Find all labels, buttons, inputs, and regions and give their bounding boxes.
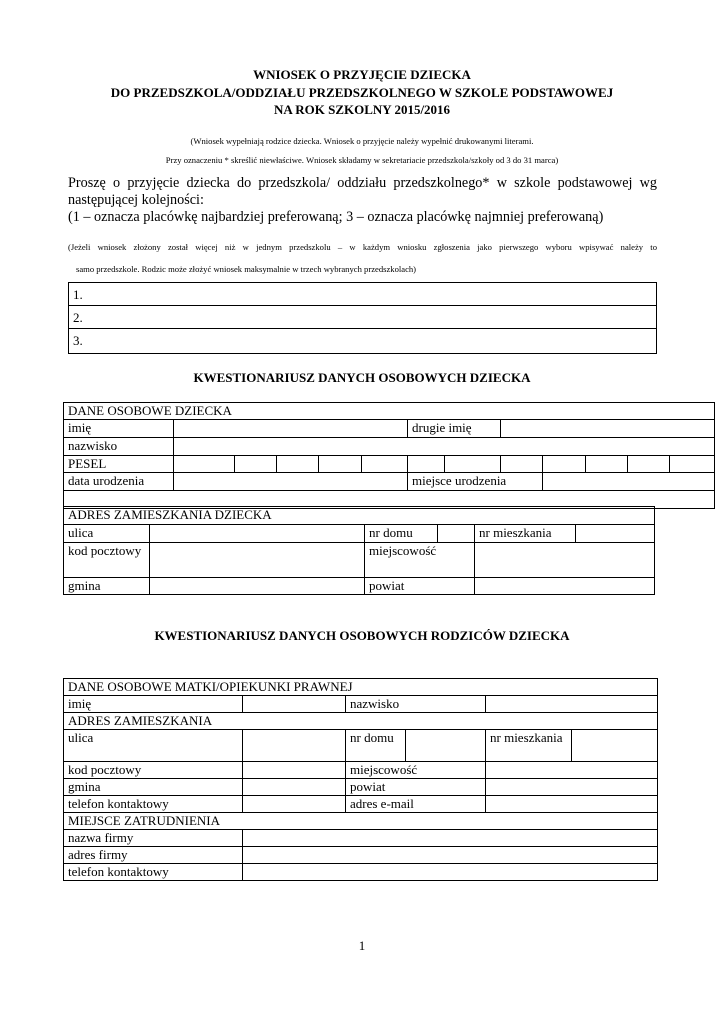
pesel-digit-cell[interactable] <box>277 456 319 473</box>
mother-phone-label: telefon kontaktowy <box>64 796 243 813</box>
child-birth-place-label: miejsce urodzenia <box>408 473 543 491</box>
preference-number: 2. <box>73 310 83 325</box>
mother-personal-data-header: DANE OSOBOWE MATKI/OPIEKUNKI PRAWNEJ <box>64 679 658 696</box>
preference-number: 1. <box>73 287 83 302</box>
mother-city-field[interactable] <box>486 762 658 779</box>
child-surname-label: nazwisko <box>64 438 174 456</box>
pesel-digit-cell[interactable] <box>445 456 501 473</box>
preference-list-box <box>68 282 657 354</box>
child-city-field[interactable] <box>475 543 655 578</box>
pesel-digit-cell[interactable] <box>543 456 586 473</box>
marking-instructions-note: Przy oznaczeniu * skreślić niewłaściwe. Wniosek składamy w sekretariacie przedszkola/szkoły od 3 do 31 marca) <box>165 155 559 165</box>
mother-first-name-label: imię <box>64 696 243 713</box>
child-county-field[interactable] <box>475 578 655 595</box>
mother-flat-no-field[interactable] <box>572 730 658 762</box>
mother-address-header: ADRES ZAMIESZKANIA <box>64 713 658 730</box>
mother-surname-field[interactable] <box>486 696 658 713</box>
mother-house-no-label: nr domu <box>346 730 406 762</box>
child-address-table <box>63 506 655 595</box>
child-data-table <box>63 402 715 509</box>
child-postal-code-label: kod pocztowy <box>64 543 150 578</box>
form-title-line-1: WNIOSEK O PRZYJĘCIE DZIECKA <box>253 67 471 82</box>
preference-row-3[interactable] <box>69 329 656 352</box>
multi-note-line-1: (Jeżeli wniosek złożony został więcej niż w jednym przedszkolu – w każdym wniosku zgłoszenia jako pierwszego wyboru wpisywać należy to <box>68 242 657 252</box>
mother-flat-no-label: nr mieszkania <box>486 730 572 762</box>
mother-email-field[interactable] <box>486 796 658 813</box>
child-first-name-field[interactable] <box>174 420 408 438</box>
child-flat-no-field[interactable] <box>576 525 655 543</box>
child-city-label: miejscowość <box>365 543 475 578</box>
form-title-line-3: NA ROK SZKOLNY 2015/2016 <box>273 102 451 117</box>
child-section-heading: KWESTIONARIUSZ DANYCH OSOBOWYCH DZIECKA <box>193 370 531 385</box>
mother-county-field[interactable] <box>486 779 658 796</box>
mother-email-label: adres e-mail <box>346 796 486 813</box>
preference-row-1[interactable] <box>69 283 656 306</box>
child-surname-field[interactable] <box>174 438 715 456</box>
pesel-digit-cell[interactable] <box>319 456 362 473</box>
child-postal-code-field[interactable] <box>150 543 365 578</box>
parents-section-heading: KWESTIONARIUSZ DANYCH OSOBOWYCH RODZICÓW DZIECKA <box>154 628 570 643</box>
preference-row-2[interactable] <box>69 306 656 329</box>
child-county-label: powiat <box>365 578 475 595</box>
preference-number: 3. <box>73 333 83 348</box>
child-street-label: ulica <box>64 525 150 543</box>
mother-commune-field[interactable] <box>243 779 346 796</box>
pesel-digit-cell[interactable] <box>501 456 543 473</box>
mother-street-label: ulica <box>64 730 243 762</box>
child-personal-data-header: DANE OSOBOWE DZIECKA <box>64 403 715 420</box>
page-number: 1 <box>358 938 366 953</box>
form-title-line-2: DO PRZEDSZKOLA/ODDZIAŁU PRZEDSZKOLNEGO W SZKOLE PODSTAWOWEJ <box>110 85 614 100</box>
child-birth-date-field[interactable] <box>174 473 408 491</box>
request-line-3: (1 – oznacza placówkę najbardziej preferowaną; 3 – oznacza placówkę najmniej preferowaną) <box>68 209 604 225</box>
pesel-digit-cell[interactable] <box>235 456 277 473</box>
fill-instructions-note: (Wniosek wypełniają rodzice dziecka. Wniosek o przyjęcie należy wypełnić drukowanymi literami. <box>190 136 534 146</box>
work-phone-field[interactable] <box>243 864 658 881</box>
mother-county-label: powiat <box>346 779 486 796</box>
child-birth-place-field[interactable] <box>543 473 715 491</box>
mother-phone-field[interactable] <box>243 796 346 813</box>
pesel-digit-cell[interactable] <box>174 456 235 473</box>
child-address-header: ADRES ZAMIESZKANIA DZIECKA <box>64 507 655 525</box>
pesel-digit-cell[interactable] <box>362 456 408 473</box>
company-name-label: nazwa firmy <box>64 830 243 847</box>
request-paragraph <box>68 175 657 226</box>
mother-city-label: miejscowość <box>346 762 486 779</box>
child-flat-no-label: nr mieszkania <box>475 525 576 543</box>
company-address-field[interactable] <box>243 847 658 864</box>
mother-commune-label: gmina <box>64 779 243 796</box>
child-pesel-label: PESEL <box>64 456 174 473</box>
mother-postal-code-label: kod pocztowy <box>64 762 243 779</box>
child-second-name-label: drugie imię <box>408 420 501 438</box>
pesel-digit-cell[interactable] <box>586 456 628 473</box>
multi-note-line-2: samo przedszkole. Rodzic może złożyć wniosek maksymalnie w trzech wybranych przedszkolach) <box>76 264 417 274</box>
mother-surname-label: nazwisko <box>346 696 486 713</box>
child-second-name-field[interactable] <box>501 420 715 438</box>
company-address-label: adres firmy <box>64 847 243 864</box>
pesel-digit-cell[interactable] <box>670 456 715 473</box>
multiple-applications-note <box>68 241 657 276</box>
child-commune-label: gmina <box>64 578 150 595</box>
request-line-1: Proszę o przyjęcie dziecka do przedszkola/ oddziału przedszkolnego* w szkole podstawowej wg <box>68 175 657 191</box>
mother-house-no-field[interactable] <box>406 730 486 762</box>
mother-data-table <box>63 678 658 881</box>
company-name-field[interactable] <box>243 830 658 847</box>
child-house-no-label: nr domu <box>365 525 438 543</box>
pesel-digit-cell[interactable] <box>628 456 670 473</box>
work-phone-label: telefon kontaktowy <box>64 864 243 881</box>
request-line-2: następującej kolejności: <box>68 192 204 208</box>
child-birth-date-label: data urodzenia <box>64 473 174 491</box>
child-first-name-label: imię <box>64 420 174 438</box>
mother-work-header: MIEJSCE ZATRUDNIENIA <box>64 813 658 830</box>
mother-street-field[interactable] <box>243 730 346 762</box>
mother-postal-code-field[interactable] <box>243 762 346 779</box>
child-street-field[interactable] <box>150 525 365 543</box>
pesel-digit-cell[interactable] <box>408 456 445 473</box>
child-commune-field[interactable] <box>150 578 365 595</box>
child-house-no-field[interactable] <box>438 525 475 543</box>
mother-first-name-field[interactable] <box>243 696 346 713</box>
